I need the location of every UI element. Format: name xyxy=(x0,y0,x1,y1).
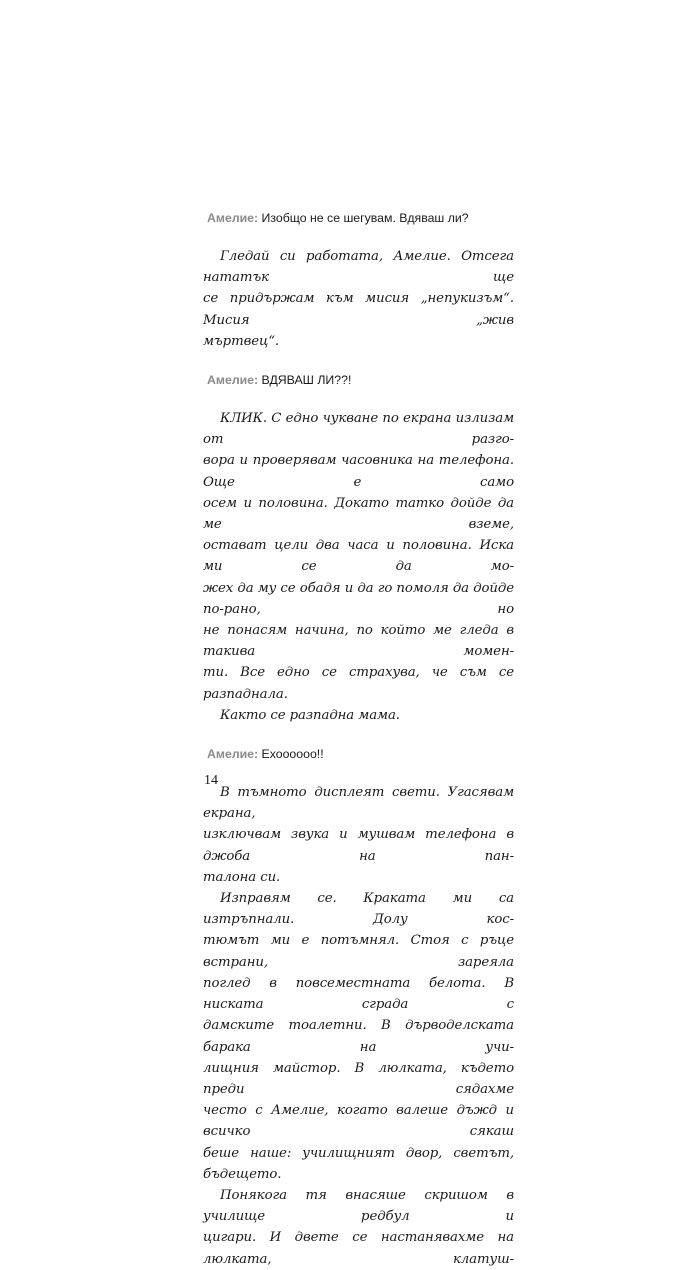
text-line: не понасям начина, по който ме гледа в такива момен- xyxy=(203,623,514,660)
chat-message xyxy=(203,370,514,390)
text-line: мъртвец“. xyxy=(203,333,280,349)
text-line: вора и проверявам часовника на телефона. Още е само xyxy=(203,453,514,490)
text-line: често с Амелие, когато валеше дъжд и всичко сякаш xyxy=(203,1103,514,1140)
text-line: поглед в повсеместната белота. В ниската сграда с xyxy=(203,975,514,1013)
text-line: се придържам към мисия „непукизъм“. Мисия „жив xyxy=(203,291,514,328)
paragraph xyxy=(203,246,514,352)
text-line: дамските тоалетни. В дърводелската барака на учи- xyxy=(203,1018,514,1055)
page-body xyxy=(203,208,514,1270)
text-line: Гледай си работата, Амелие. Отсега нататък ще xyxy=(203,249,514,286)
text-line: Изправям се. Краката ми са изтръпнали. Долу кос- xyxy=(203,891,514,928)
text-line: талона си. xyxy=(203,869,281,885)
text-line: беше наше: училищният двор, светът, бъдещето. xyxy=(203,1145,514,1182)
chat-sender: Амелие: xyxy=(207,373,259,388)
text-line: лищния майстор. В люлката, където преди сядахме xyxy=(203,1060,514,1097)
text-line: ти. Все едно се страхува, че съм се разпаднала. xyxy=(203,665,514,702)
text-line: жех да му се обадя и да го помоля да дойде по-рано, но xyxy=(203,580,514,617)
page-number: 14 xyxy=(204,773,218,788)
chat-text: Ехоооооо!! xyxy=(258,747,324,762)
text-line: В тъмното дисплеят свети. Угасявам екрана, xyxy=(203,785,514,822)
text-line: Понякога тя внасяше скришом в училище редбул и xyxy=(203,1187,514,1225)
text-line: остават цели два часа и половина. Иска ми се да мо- xyxy=(203,538,514,575)
text-line: КЛИК. С едно чукване по екрана излизам от разго- xyxy=(203,411,514,448)
text-line: осем и половина. Докато татко дойде да ме вземе, xyxy=(203,495,514,533)
chat-text: Изобщо не се шегувам. Вдяваш ли? xyxy=(258,211,469,225)
text-line: тюмът ми е потъмнял. Стоя с ръце встрани, зареяла xyxy=(203,933,514,970)
text-line: изключвам звука и мушвам телефона в джоба на пан- xyxy=(203,827,514,864)
chat-sender: Амелие: xyxy=(207,747,259,762)
paragraph xyxy=(203,782,514,1270)
chat-sender: Амелие: xyxy=(207,211,259,225)
text-line: Както се разпадна мама. xyxy=(220,707,400,723)
chat-message xyxy=(203,208,514,228)
text-line: цигари. И двете се настанявахме на люлката, клатуш- xyxy=(203,1230,514,1267)
chat-text: ВДЯВАШ ЛИ??! xyxy=(258,373,352,388)
chat-message xyxy=(203,744,514,764)
paragraph xyxy=(203,408,514,726)
